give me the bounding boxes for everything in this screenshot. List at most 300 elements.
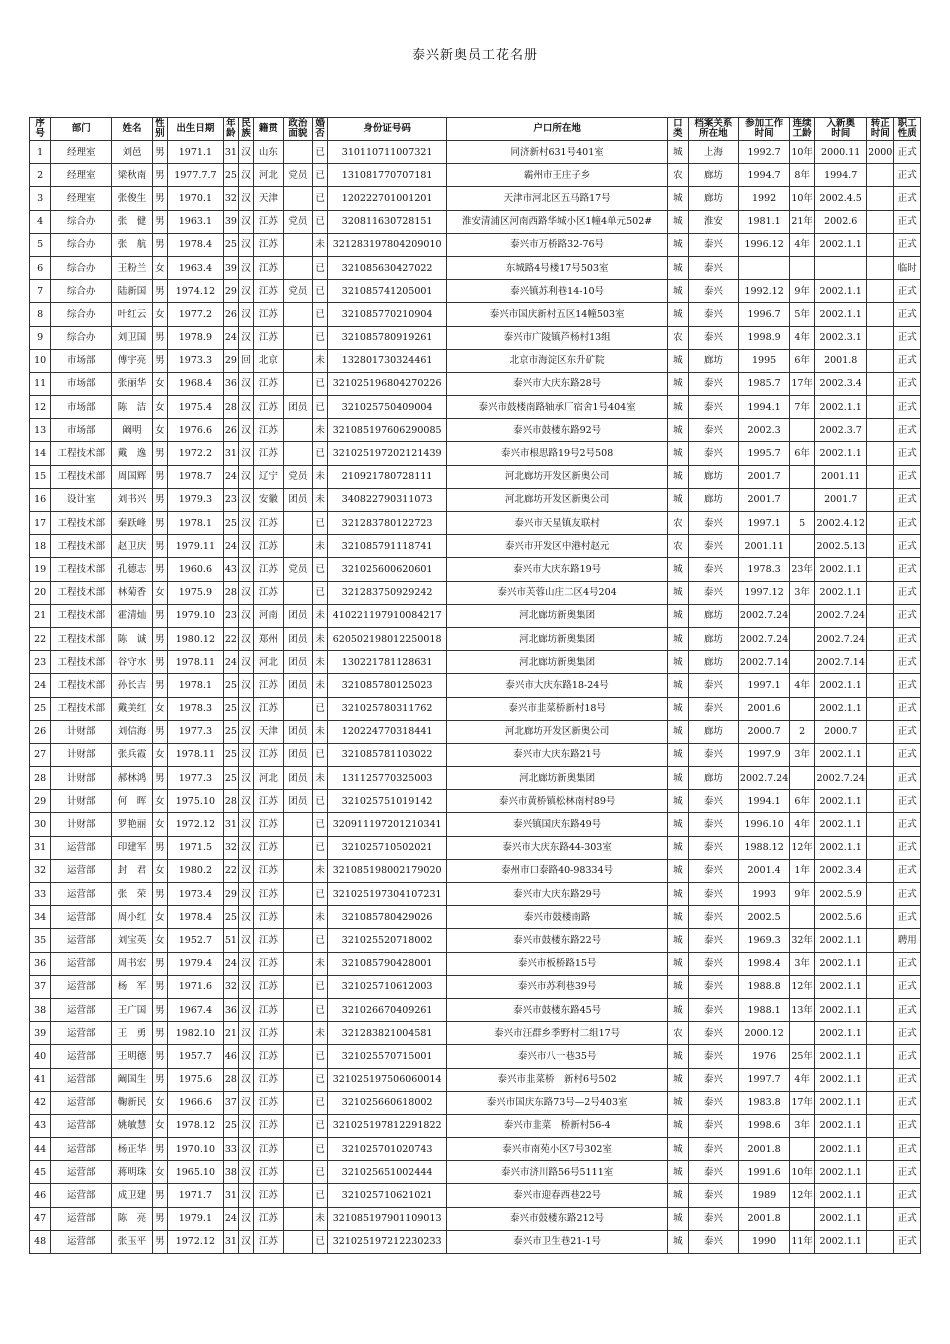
table-cell: 男 — [152, 627, 167, 650]
table-cell: 1998.4 — [739, 952, 790, 975]
table-cell: 计财部 — [51, 767, 112, 790]
table-cell: 620502198012250018 — [328, 627, 447, 650]
table-cell: 正式 — [894, 743, 921, 766]
table-cell: 叶红云 — [112, 303, 153, 326]
table-cell: 鞠新民 — [112, 1091, 153, 1114]
table-cell: 39 — [30, 1022, 51, 1045]
table-cell: 江苏 — [254, 581, 283, 604]
table-cell: 工程技术部 — [51, 558, 112, 581]
column-header-line: 部门 — [71, 123, 91, 134]
table-cell — [283, 141, 312, 164]
table-cell: 汉 — [239, 164, 254, 187]
table-cell: 321085790428001 — [328, 952, 447, 975]
column-header — [223, 118, 238, 141]
table-cell: 25 — [223, 164, 238, 187]
table-cell: 城 — [668, 1184, 688, 1207]
table-cell: 28 — [223, 790, 238, 813]
table-row — [30, 929, 921, 952]
table-cell: 河北廊坊开发区新奥公司 — [447, 720, 668, 743]
table-cell: 汉 — [239, 396, 254, 419]
table-cell: 印建军 — [112, 836, 153, 859]
table-cell: 1994.7 — [815, 164, 867, 187]
table-cell: 2000 — [867, 141, 894, 164]
table-cell: 1979.1 — [167, 1207, 223, 1230]
table-row — [30, 836, 921, 859]
table-cell: 321025751019142 — [328, 790, 447, 813]
table-cell: 3年 — [789, 1114, 814, 1137]
table-cell: 张兵霞 — [112, 743, 153, 766]
table-cell: 1985.7 — [739, 372, 790, 395]
table-cell: 24 — [223, 535, 238, 558]
table-cell: 封 君 — [112, 859, 153, 882]
table-cell: 1978.11 — [167, 651, 223, 674]
table-cell — [789, 604, 814, 627]
table-cell: 321025651002444 — [328, 1161, 447, 1184]
table-cell — [283, 1091, 312, 1114]
table-cell: 工程技术部 — [51, 674, 112, 697]
table-cell: 正式 — [894, 1045, 921, 1068]
table-cell: 男 — [152, 674, 167, 697]
table-cell: 1979.3 — [167, 488, 223, 511]
table-cell: 江苏 — [254, 303, 283, 326]
table-cell: 未 — [313, 651, 328, 674]
table-cell: 江苏 — [254, 836, 283, 859]
table-cell: 410221197910084217 — [328, 604, 447, 627]
table-cell — [789, 535, 814, 558]
table-cell: 28 — [223, 1068, 238, 1091]
table-cell: 7年 — [789, 396, 814, 419]
table-cell: 18 — [30, 535, 51, 558]
table-cell: 姚敏慧 — [112, 1114, 153, 1137]
table-cell: 321085630427022 — [328, 256, 447, 279]
table-cell: 泰兴 — [688, 813, 739, 836]
table-cell: 5 — [30, 233, 51, 256]
table-cell: 2002.5 — [739, 906, 790, 929]
table-cell: 1963.1 — [167, 210, 223, 233]
table-cell: 城 — [668, 651, 688, 674]
table-cell: 市场部 — [51, 372, 112, 395]
table-cell: 未 — [313, 465, 328, 488]
table-cell: 1998.6 — [739, 1114, 790, 1137]
table-cell: 已 — [313, 790, 328, 813]
table-cell: 泰兴 — [688, 535, 739, 558]
table-cell: 36 — [30, 952, 51, 975]
table-cell: 泰兴市汪群乡季野村二组17号 — [447, 1022, 668, 1045]
table-cell: 2002.1.1 — [815, 303, 867, 326]
table-cell: 党员 — [283, 210, 312, 233]
table-cell: 2001.8 — [739, 1138, 790, 1161]
table-cell: 32年 — [789, 929, 814, 952]
table-cell: 已 — [313, 1091, 328, 1114]
table-cell: 2002.1.1 — [815, 836, 867, 859]
table-cell: 8 — [30, 303, 51, 326]
table-cell: 泰兴 — [688, 280, 739, 303]
table-cell: 江苏 — [254, 790, 283, 813]
table-cell: 汉 — [239, 604, 254, 627]
table-cell: 江苏 — [254, 419, 283, 442]
table-cell — [867, 1207, 894, 1230]
table-cell: 1979.10 — [167, 604, 223, 627]
table-cell — [867, 488, 894, 511]
table-row — [30, 1068, 921, 1091]
table-cell: 21 — [223, 1022, 238, 1045]
table-cell: 天津 — [254, 720, 283, 743]
table-cell — [867, 1114, 894, 1137]
table-cell: 1967.4 — [167, 998, 223, 1021]
table-cell: 罗艳丽 — [112, 813, 153, 836]
table-cell: 汉 — [239, 651, 254, 674]
table-cell: 汉 — [239, 187, 254, 210]
table-cell: 未 — [313, 604, 328, 627]
table-cell: 综合办 — [51, 303, 112, 326]
column-header — [51, 118, 112, 141]
table-cell: 未 — [313, 349, 328, 372]
table-cell: 3 — [30, 187, 51, 210]
table-cell: 河北廊坊新奥集团 — [447, 767, 668, 790]
table-cell: 女 — [152, 813, 167, 836]
table-cell: 已 — [313, 1068, 328, 1091]
table-cell: 26 — [223, 303, 238, 326]
table-cell: 赵卫庆 — [112, 535, 153, 558]
table-cell: 泰兴 — [688, 998, 739, 1021]
table-cell: 正式 — [894, 164, 921, 187]
table-cell: 未 — [313, 419, 328, 442]
table-cell: 1978.9 — [167, 326, 223, 349]
table-cell: 28 — [30, 767, 51, 790]
table-cell: 山东 — [254, 141, 283, 164]
table-cell: 女 — [152, 372, 167, 395]
table-cell: 正式 — [894, 1068, 921, 1091]
table-cell: 28 — [223, 396, 238, 419]
table-cell: 1976.6 — [167, 419, 223, 442]
table-cell: 女 — [152, 256, 167, 279]
table-cell: 23年 — [789, 558, 814, 581]
table-cell: 未 — [313, 952, 328, 975]
table-cell: 城 — [668, 141, 688, 164]
table-cell: 6年 — [789, 349, 814, 372]
table-cell — [789, 767, 814, 790]
table-cell: 已 — [313, 280, 328, 303]
table-cell: 党员 — [283, 465, 312, 488]
table-cell: 2002.1.1 — [815, 1091, 867, 1114]
table-cell: 男 — [152, 1045, 167, 1068]
table-cell: 廊坊 — [688, 720, 739, 743]
table-cell: 汉 — [239, 1022, 254, 1045]
table-cell: 男 — [152, 349, 167, 372]
table-cell: 江苏 — [254, 280, 283, 303]
table-cell — [867, 1045, 894, 1068]
table-row — [30, 975, 921, 998]
table-cell: 江苏 — [254, 1068, 283, 1091]
table-cell: 2002.1.1 — [815, 743, 867, 766]
table-cell: 辽宁 — [254, 465, 283, 488]
table-cell: 王 勇 — [112, 1022, 153, 1045]
table-row — [30, 349, 921, 372]
table-cell — [867, 1138, 894, 1161]
table-cell — [867, 1230, 894, 1253]
table-cell: 设计室 — [51, 488, 112, 511]
table-cell: 男 — [152, 326, 167, 349]
table-cell: 2002.1.1 — [815, 998, 867, 1021]
table-cell: 2002.7.24 — [815, 627, 867, 650]
table-cell: 36 — [223, 372, 238, 395]
table-cell: 男 — [152, 210, 167, 233]
table-cell: 2002.3.7 — [815, 419, 867, 442]
table-cell: 正式 — [894, 975, 921, 998]
table-cell: 2000.7 — [815, 720, 867, 743]
table-cell: 城 — [668, 210, 688, 233]
table-cell: 汉 — [239, 790, 254, 813]
table-cell: 泰兴市板桥路15号 — [447, 952, 668, 975]
table-cell: 泰兴市卫生巷21-1号 — [447, 1230, 668, 1253]
table-cell: 35 — [30, 929, 51, 952]
table-cell: 1968.4 — [167, 372, 223, 395]
table-cell: 江苏 — [254, 674, 283, 697]
table-cell — [789, 1022, 814, 1045]
table-cell: 未 — [313, 535, 328, 558]
document-title: 泰兴新奥员工花名册 — [411, 48, 538, 63]
table-cell: 25 — [223, 697, 238, 720]
table-cell: 男 — [152, 164, 167, 187]
table-cell: 正式 — [894, 790, 921, 813]
column-header-line: 连续 — [792, 118, 812, 129]
table-cell: 运营部 — [51, 883, 112, 906]
table-cell: 江苏 — [254, 859, 283, 882]
table-cell: 正式 — [894, 442, 921, 465]
table-cell: 蒋明珠 — [112, 1161, 153, 1184]
table-cell: 汉 — [239, 998, 254, 1021]
table-cell: 5年 — [789, 303, 814, 326]
table-cell — [283, 303, 312, 326]
table-cell: 25 — [223, 906, 238, 929]
column-header — [112, 118, 153, 141]
table-cell: 正式 — [894, 674, 921, 697]
table-cell: 汉 — [239, 1207, 254, 1230]
table-cell: 泰兴 — [688, 929, 739, 952]
table-cell: 36 — [223, 998, 238, 1021]
table-cell: 15 — [30, 465, 51, 488]
table-cell: 团员 — [283, 767, 312, 790]
table-cell: 2000.11 — [815, 141, 867, 164]
table-cell: 运营部 — [51, 1138, 112, 1161]
table-cell: 37 — [30, 975, 51, 998]
column-header-line: 婚 — [315, 118, 325, 129]
table-cell: 1995 — [739, 349, 790, 372]
table-cell: 林菊香 — [112, 581, 153, 604]
table-cell: 周小红 — [112, 906, 153, 929]
table-cell: 17年 — [789, 1091, 814, 1114]
table-cell: 2002.3 — [739, 419, 790, 442]
table-cell: 运营部 — [51, 1114, 112, 1137]
table-cell — [789, 1207, 814, 1230]
table-cell: 汉 — [239, 767, 254, 790]
table-cell: 44 — [30, 1138, 51, 1161]
table-cell: 已 — [313, 998, 328, 1021]
table-cell: 正式 — [894, 233, 921, 256]
table-cell: 321085741205001 — [328, 280, 447, 303]
table-cell: 28 — [223, 581, 238, 604]
column-header — [867, 118, 894, 141]
table-cell — [283, 697, 312, 720]
column-header-line: 序 — [35, 118, 45, 129]
table-cell: 321085780429026 — [328, 906, 447, 929]
table-cell: 泰兴 — [688, 906, 739, 929]
table-cell: 6年 — [789, 442, 814, 465]
table-cell: 泰兴 — [688, 952, 739, 975]
table-cell: 汉 — [239, 1045, 254, 1068]
table-cell: 运营部 — [51, 1207, 112, 1230]
table-cell: 泰兴市苏利巷39号 — [447, 975, 668, 998]
table-cell: 泰兴市根思路19号2号508 — [447, 442, 668, 465]
table-cell: 同济新村631号401室 — [447, 141, 668, 164]
table-cell: 廊坊 — [688, 604, 739, 627]
table-cell: 傅宇亮 — [112, 349, 153, 372]
table-cell: 江苏 — [254, 326, 283, 349]
table-cell: 江苏 — [254, 1161, 283, 1184]
table-cell: 工程技术部 — [51, 604, 112, 627]
table-cell: 正式 — [894, 720, 921, 743]
table-cell: 廊坊 — [688, 465, 739, 488]
table-cell: 汉 — [239, 1230, 254, 1253]
table-cell — [867, 627, 894, 650]
table-cell — [283, 906, 312, 929]
table-cell: 农 — [668, 535, 688, 558]
table-cell: 1978.1 — [167, 512, 223, 535]
table-cell: 1980.2 — [167, 859, 223, 882]
table-cell: 临时 — [894, 256, 921, 279]
table-cell: 泰兴市大庆东路19号 — [447, 558, 668, 581]
table-cell — [867, 372, 894, 395]
table-cell: 2 — [789, 720, 814, 743]
table-cell — [283, 1068, 312, 1091]
table-cell — [867, 952, 894, 975]
table-cell: 1994.1 — [739, 790, 790, 813]
table-cell: 汉 — [239, 581, 254, 604]
table-cell: 1994.1 — [739, 396, 790, 419]
column-header-line: 否 — [315, 128, 325, 139]
table-cell: 正式 — [894, 187, 921, 210]
table-cell: 泰兴市鼓楼东路45号 — [447, 998, 668, 1021]
table-cell: 男 — [152, 442, 167, 465]
table-cell: 运营部 — [51, 1184, 112, 1207]
table-cell: 2002.1.1 — [815, 558, 867, 581]
table-cell: 城 — [668, 280, 688, 303]
table-cell: 泰兴 — [688, 743, 739, 766]
table-cell: 泰兴 — [688, 1161, 739, 1184]
table-cell: 1979.4 — [167, 952, 223, 975]
table-cell: 运营部 — [51, 1091, 112, 1114]
table-cell: 城 — [668, 581, 688, 604]
table-cell: 4年 — [789, 326, 814, 349]
table-cell — [867, 326, 894, 349]
table-cell: 2 — [30, 164, 51, 187]
table-cell: 汉 — [239, 1138, 254, 1161]
table-cell: 泰兴 — [688, 396, 739, 419]
table-cell — [283, 1184, 312, 1207]
table-cell: 男 — [152, 1207, 167, 1230]
table-row — [30, 859, 921, 882]
table-cell: 泰兴 — [688, 233, 739, 256]
table-cell: 29 — [30, 790, 51, 813]
table-cell — [789, 651, 814, 674]
table-cell: 城 — [668, 558, 688, 581]
table-row — [30, 720, 921, 743]
table-cell: 1977.3 — [167, 720, 223, 743]
table-cell — [867, 535, 894, 558]
roster-table — [29, 117, 921, 1254]
table-cell: 24 — [223, 465, 238, 488]
table-cell: 1997.7 — [739, 1068, 790, 1091]
table-cell: 正式 — [894, 535, 921, 558]
table-cell: 1973.4 — [167, 883, 223, 906]
table-cell: 泰兴 — [688, 1091, 739, 1114]
table-cell: 1957.7 — [167, 1045, 223, 1068]
table-cell: 农 — [668, 326, 688, 349]
table-row — [30, 1207, 921, 1230]
table-cell: 泰兴 — [688, 1068, 739, 1091]
table-cell: 38 — [223, 1161, 238, 1184]
table-cell: 21 — [30, 604, 51, 627]
table-cell: 30 — [30, 813, 51, 836]
table-cell: 46 — [30, 1184, 51, 1207]
table-cell — [867, 883, 894, 906]
table-cell: 2002.4.12 — [815, 512, 867, 535]
table-cell: 已 — [313, 929, 328, 952]
table-cell: 2001.8 — [739, 1207, 790, 1230]
table-cell: 汉 — [239, 465, 254, 488]
table-cell: 2002.1.1 — [815, 1022, 867, 1045]
column-header-line: 转正 — [870, 118, 890, 129]
table-cell: 孔德志 — [112, 558, 153, 581]
column-header-line: 类 — [673, 128, 683, 139]
table-cell: 1997.9 — [739, 743, 790, 766]
column-header — [815, 118, 867, 141]
table-cell: 运营部 — [51, 998, 112, 1021]
table-cell: 321025710621021 — [328, 1184, 447, 1207]
table-cell: 江苏 — [254, 1138, 283, 1161]
table-cell — [867, 859, 894, 882]
table-cell: 汉 — [239, 326, 254, 349]
table-cell: 运营部 — [51, 859, 112, 882]
table-cell: 31 — [223, 141, 238, 164]
table-cell: 汉 — [239, 836, 254, 859]
table-cell: 运营部 — [51, 929, 112, 952]
table-cell: 河北廊坊开发区新奥公司 — [447, 488, 668, 511]
table-cell: 汉 — [239, 813, 254, 836]
table-cell: 31 — [223, 1230, 238, 1253]
table-cell: 120224770318441 — [328, 720, 447, 743]
table-cell: 农 — [668, 1022, 688, 1045]
table-cell: 汉 — [239, 720, 254, 743]
table-row — [30, 535, 921, 558]
table-cell: 北京 — [254, 349, 283, 372]
table-cell: 17 — [30, 512, 51, 535]
table-cell: 1977.7.7 — [167, 164, 223, 187]
table-cell: 已 — [313, 326, 328, 349]
table-cell: 城 — [668, 767, 688, 790]
table-cell: 29 — [223, 280, 238, 303]
column-header — [739, 118, 790, 141]
table-cell — [867, 396, 894, 419]
table-cell: 2002.1.1 — [815, 674, 867, 697]
table-cell — [867, 256, 894, 279]
column-header — [283, 118, 312, 141]
table-cell — [867, 1091, 894, 1114]
table-cell: 已 — [313, 187, 328, 210]
table-cell: 汉 — [239, 906, 254, 929]
table-cell: 2002.7.14 — [739, 651, 790, 674]
table-cell: 泰兴市大庆东路18-24号 — [447, 674, 668, 697]
